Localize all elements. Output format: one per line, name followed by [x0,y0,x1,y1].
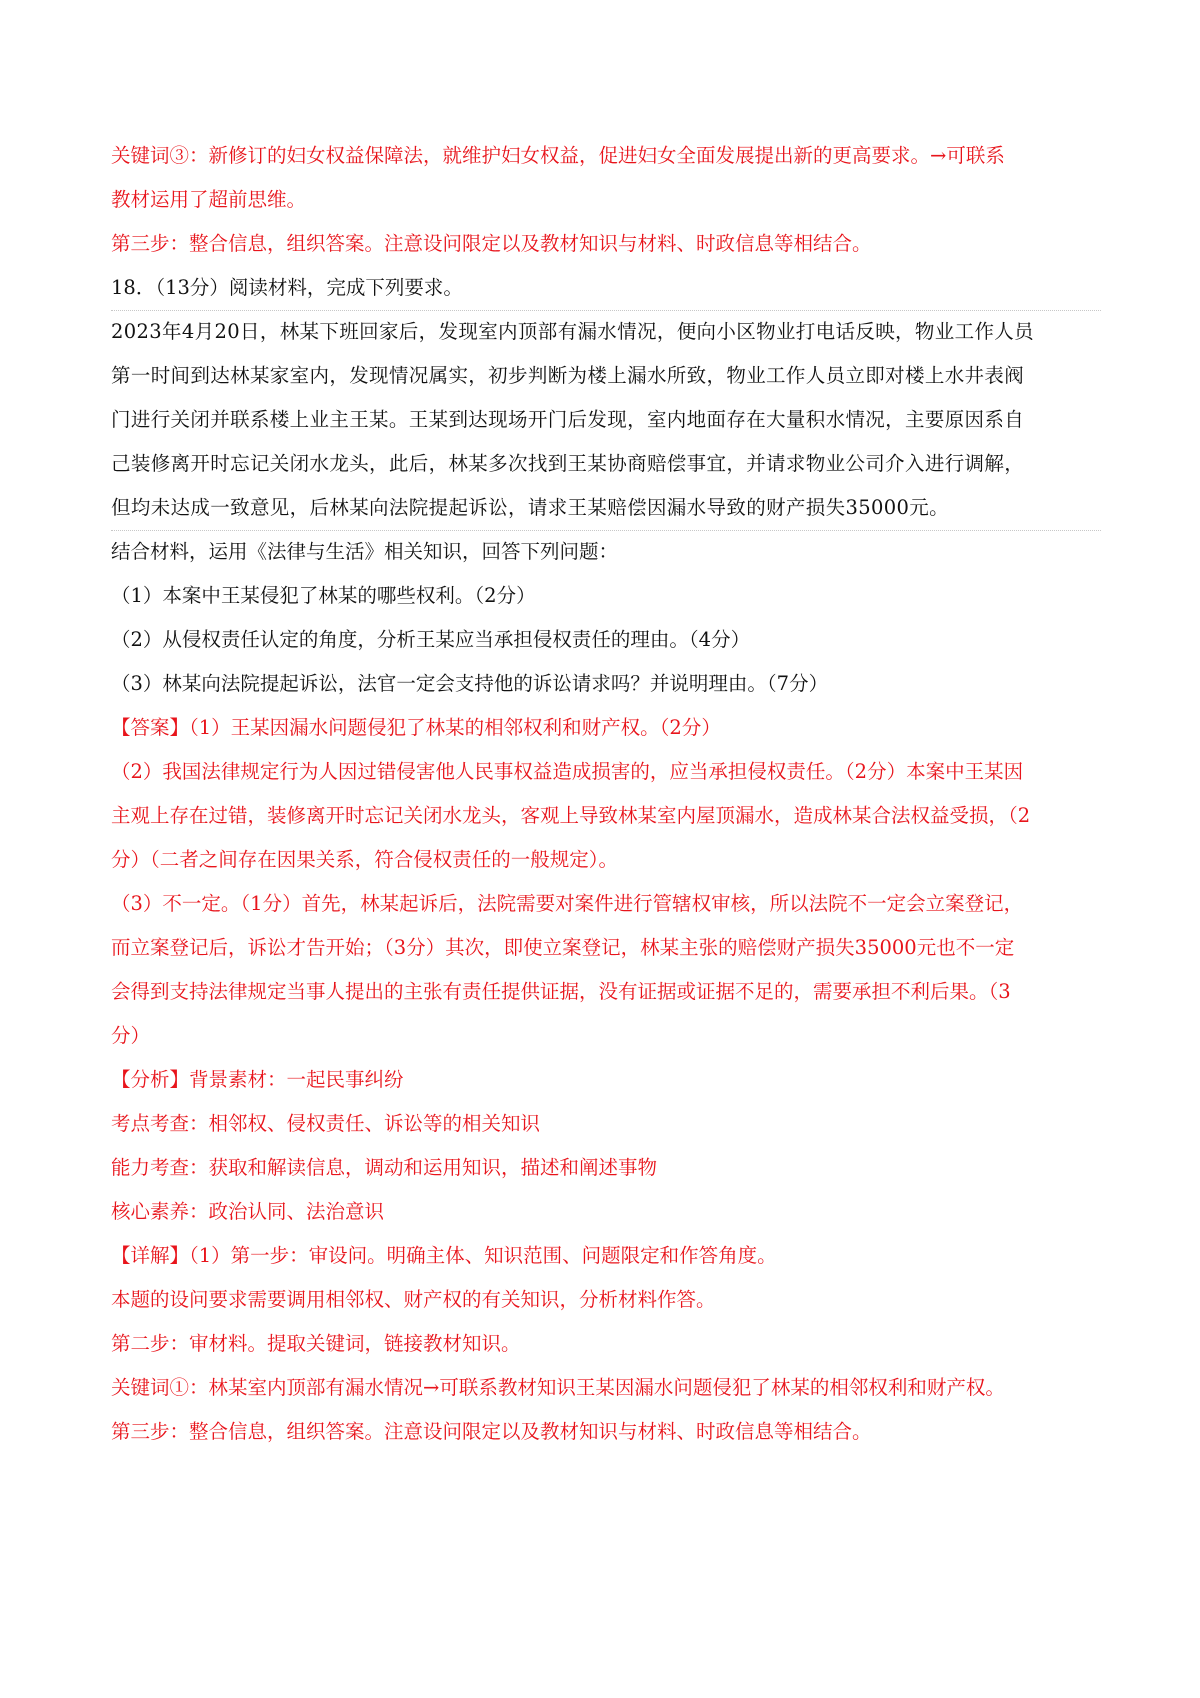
analysis-core-literacy: 核心素养：政治认同、法治意识 [111,1200,385,1223]
material-line-4: 己装修离开时忘记关闭水龙头，此后，林某多次找到王某协商赔偿事宜，并请求物业公司介入进行调解， [111,452,1025,475]
answer-line-1: 【答案】（1）王某因漏水问题侵犯了林某的相邻权利和财产权。（2分） [111,716,721,739]
material-top-divider [111,310,1101,311]
answer-3-line-4: 分） [111,1024,151,1047]
sub-question-2: （2）从侵权责任认定的角度，分析王某应当承担侵权责任的理由。（4分） [111,628,751,651]
material-bottom-divider [111,530,1101,531]
answer-3-line-3: 会得到支持法律规定当事人提出的主张有责任提供证据，没有证据或证据不足的，需要承担不利后果。（3 [111,980,1011,1003]
answer-2-line-2: 主观上存在过错，装修离开时忘记关闭水龙头，客观上导致林某室内屋顶漏水，造成林某合法权益受损，（2 [111,804,1031,827]
detail-keyword-1: 关键词①：林某室内顶部有漏水情况→可联系教材知识王某因漏水问题侵犯了林某的相邻权利和财产权。 [111,1376,1005,1399]
detail-step-2: 第二步：审材料。提取关键词，链接教材知识。 [111,1332,521,1355]
answer-2-line-3: 分）（二者之间存在因果关系，符合侵权责任的一般规定）。 [111,848,619,871]
keyword-3-line-1: 关键词③：新修订的妇女权益保障法，就维护妇女权益，促进妇女全面发展提出新的更高要求。→可联系 [111,144,1005,167]
analysis-background: 【分析】背景素材：一起民事纠纷 [111,1068,404,1091]
detail-step-1: 【详解】（1）第一步：审设问。明确主体、知识范围、问题限定和作答角度。 [111,1244,777,1267]
detail-question-requirement: 本题的设问要求需要调用相邻权、财产权的有关知识，分析材料作答。 [111,1288,716,1311]
step-3-line: 第三步：整合信息，组织答案。注意设问限定以及教材知识与材料、时政信息等相结合。 [111,232,872,255]
answer-2-line-1: （2）我国法律规定行为人因过错侵害他人民事权益造成损害的，应当承担侵权责任。（2分）本案中王某因 [111,760,1024,783]
question-18-heading: 18．（13分）阅读材料，完成下列要求。 [111,276,463,299]
sub-question-3: （3）林某向法院提起诉讼，法官一定会支持他的诉讼请求吗？并说明理由。（7分） [111,672,829,695]
answer-3-line-1: （3）不一定。（1分）首先，林某起诉后，法院需要对案件进行管辖权审核，所以法院不一定会立案登记， [111,892,1024,915]
material-line-5: 但均未达成一致意见，后林某向法院提起诉讼，请求王某赔偿因漏水导致的财产损失35000元。 [111,496,949,519]
answer-3-line-2: 而立案登记后，诉讼才告开始；（3分）其次，即使立案登记，林某主张的赔偿财产损失35000元也不一定 [111,936,1015,959]
material-line-1: 2023年4月20日，林某下班回家后，发现室内顶部有漏水情况，便向小区物业打电话反映，物业工作人员 [111,320,1034,343]
material-line-2: 第一时间到达林某家室内，发现情况属实，初步判断为楼上漏水所致，物业工作人员立即对楼上水井表阀 [111,364,1025,387]
detail-step-3: 第三步：整合信息，组织答案。注意设问限定以及教材知识与材料、时政信息等相结合。 [111,1420,872,1443]
question-prompt: 结合材料，运用《法律与生活》相关知识，回答下列问题： [111,540,619,563]
analysis-abilities: 能力考查：获取和解读信息，调动和运用知识，描述和阐述事物 [111,1156,658,1179]
sub-question-1: （1）本案中王某侵犯了林某的哪些权利。（2分） [111,584,536,607]
analysis-topics: 考点考查：相邻权、侵权责任、诉讼等的相关知识 [111,1112,541,1135]
material-line-3: 门进行关闭并联系楼上业主王某。王某到达现场开门后发现，室内地面存在大量积水情况，主要原因系自 [111,408,1025,431]
keyword-3-line-2: 教材运用了超前思维。 [111,188,307,211]
